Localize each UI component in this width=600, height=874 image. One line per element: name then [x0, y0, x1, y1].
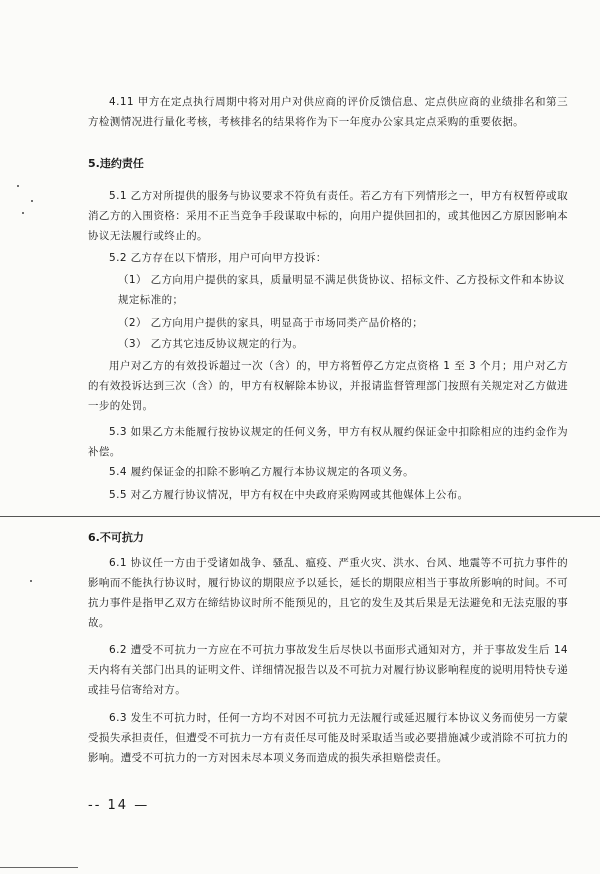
clause-4-11: 4.11 甲方在定点执行周期中将对用户对供应商的评价反馈信息、定点供应商的业绩排名和第三方检测情况进行量化考核，考核排名的结果将作为下一年度办公家具定点采购的重要依据。 — [88, 96, 568, 128]
clause-5-5: 5.5 对乙方履行协议情况，甲方有权在中央政府采购网或其他媒体上公布。 — [109, 489, 469, 501]
clause-5-2-item-3: （3） 乙方其它违反协议规定的行为。 — [118, 338, 304, 350]
clause-5-1: 5.1 乙方对所提供的服务与协议要求不符负有责任。若乙方有下列情形之一，甲方有权暂停或取消乙方的入围资格：采用不正当竞争手段谋取中标的，向用户提供回扣的，或其他因乙方原因影响本协议无法履行或终止的。 — [88, 190, 568, 242]
scan-speck — [31, 200, 33, 202]
divider-line — [0, 516, 600, 517]
page-number: -- 14 — — [88, 798, 150, 813]
clause-5-3: 5.3 如果乙方未能履行按协议规定的任何义务，甲方有权从履约保证金中扣除相应的违约金作为补偿。 — [88, 426, 568, 458]
clause-6-3: 6.3 发生不可抗力时，任何一方均不对因不可抗力无法履行或延迟履行本协议义务而使另一方蒙受损失承担责任，但遭受不可抗力一方有责任尽可能及时采取适当或必要措施减少或消除不可抗力的影响。遭受不可抗力的一方对因未尽本项义务而造成的损失承担赔偿责任。 — [88, 712, 568, 764]
clause-6-1: 6.1 协议任一方由于受诸如战争、骚乱、瘟疫、严重火灾、洪水、台风、地震等不可抗力事件的影响而不能执行协议时，履行协议的期限应予以延长，延长的期限应相当于事故所影响的时间。不可抗力事件是指甲乙双方在缔结协议时所不能预见的，且它的发生及其后果是无法避免和无法克服的事故。 — [88, 557, 568, 629]
section-5-title: 5.违约责任 — [88, 157, 144, 170]
bottom-edge-line — [0, 867, 78, 868]
scan-speck — [30, 580, 32, 582]
scan-speck — [17, 185, 19, 187]
clause-5-2-note: 用户对乙方的有效投诉超过一次（含）的，甲方将暂停乙方定点资格 1 至 3 个月；用户对乙方的有效投诉达到三次（含）的，甲方有权解除本协议，并报请监督管理部门按照有关规定对乙方做进一步的处罚。 — [88, 360, 568, 412]
section-6-title: 6.不可抗力 — [88, 531, 144, 544]
clause-5-4: 5.4 履约保证金的扣除不影响乙方履行本协议规定的各项义务。 — [109, 466, 415, 478]
clause-5-2-item-2: （2） 乙方向用户提供的家具，明显高于市场同类产品价格的； — [118, 317, 424, 329]
clause-5-2: 5.2 乙方存在以下情形，用户可向甲方投诉： — [109, 252, 327, 264]
scan-speck — [22, 212, 24, 214]
clause-6-2: 6.2 遭受不可抗力一方应在不可抗力事故发生后尽快以书面形式通知对方，并于事故发生后 14 天内将有关部门出具的证明文件、详细情况报告以及不可抗力对履行协议影响程度的说明用特快专递或挂号信寄给对方。 — [88, 644, 568, 696]
clause-5-2-item-1: （1） 乙方向用户提供的家具，质量明显不满足供货协议、招标文件、乙方投标文件和本协议规定标准的； — [118, 274, 565, 306]
